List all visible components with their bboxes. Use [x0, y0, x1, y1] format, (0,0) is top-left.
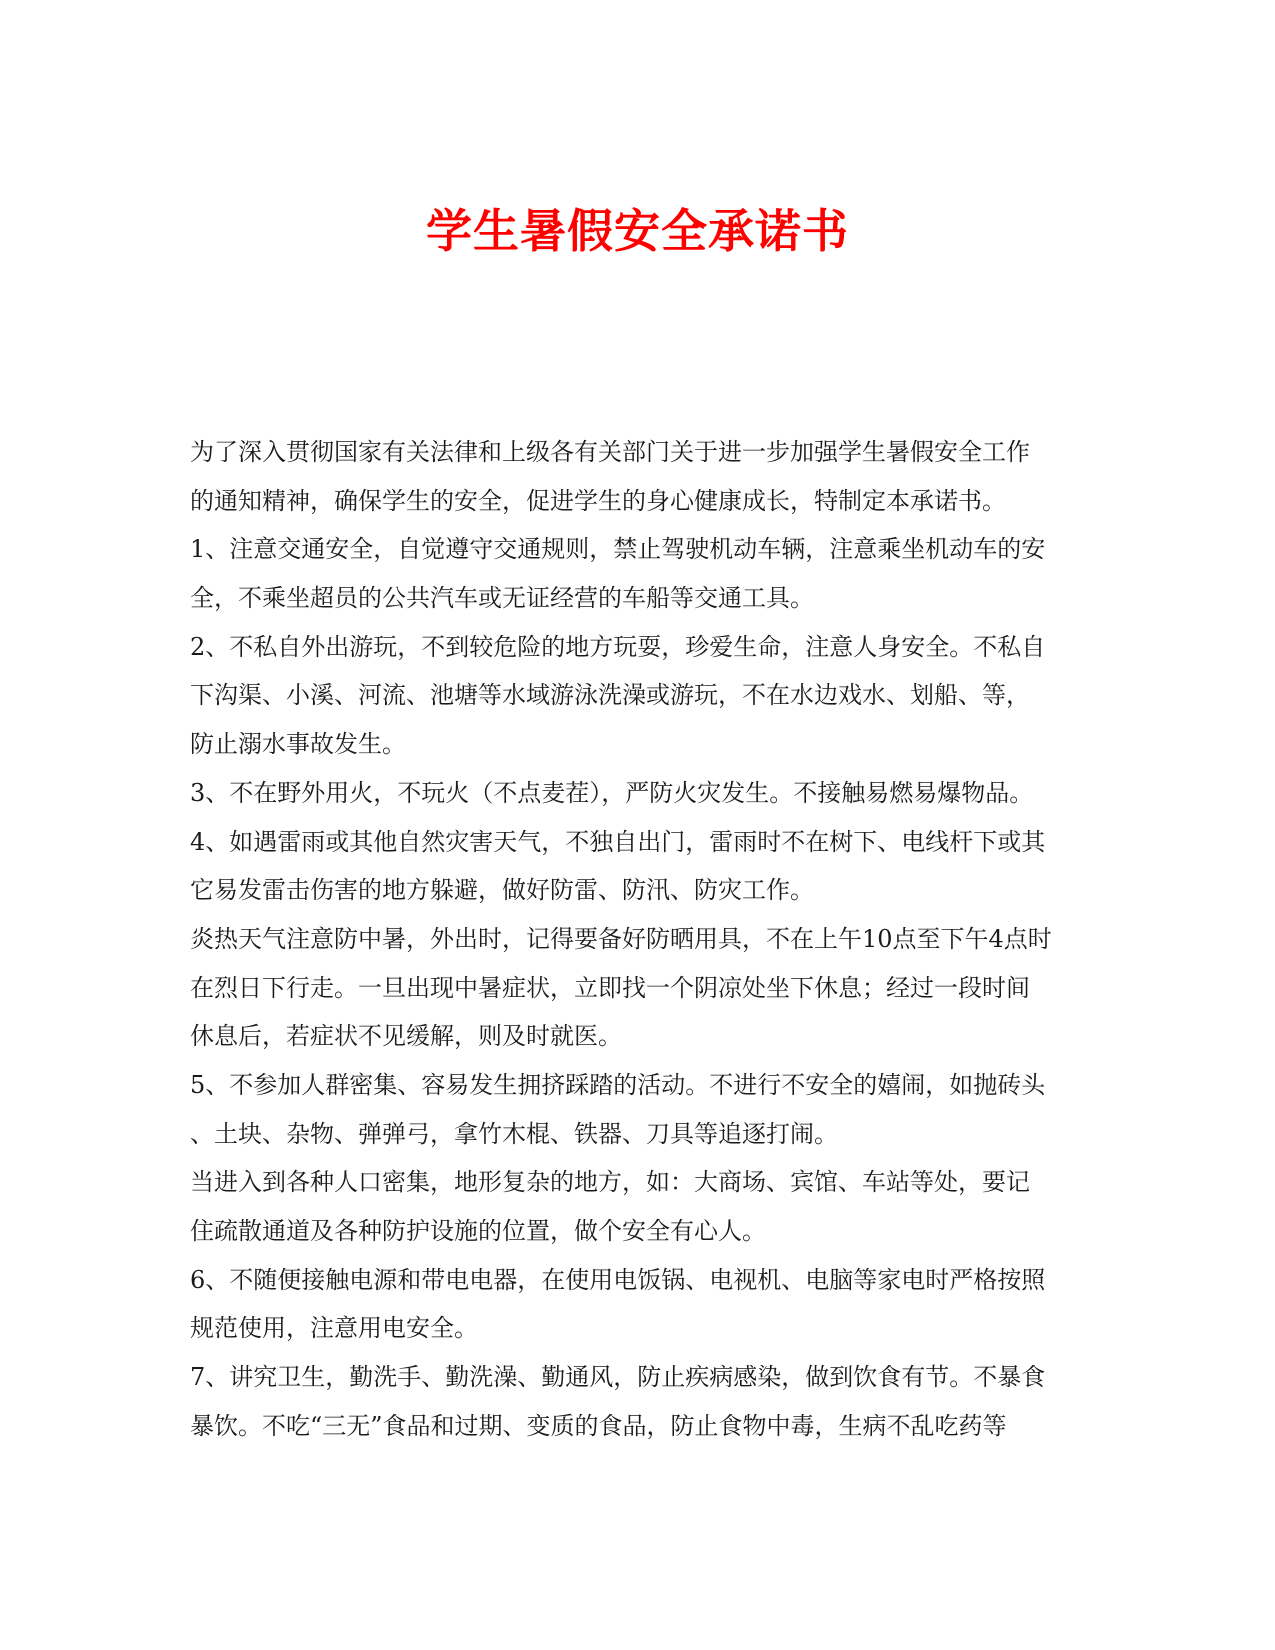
text-line: 它易发雷击伤害的地方躲避，做好防雷、防汛、防灾工作。: [190, 876, 814, 905]
paragraph: [190, 1256, 1090, 1353]
text-line: 3、不在野外用火，不玩火（不点麦茬），严防火灾发生。不接触易燃易爆物品。: [190, 778, 1034, 807]
text-line: 当进入到各种人口密集，地形复杂的地方，如：大商场、宾馆、车站等处，要记: [190, 1168, 1030, 1197]
text-line: 暴饮。不吃“三无”食品和过期、变质的食品，防止食物中毒，生病不乱吃药等: [190, 1411, 1007, 1440]
text-line: 4、如遇雷雨或其他自然灾害天气，不独自出门，雷雨时不在树下、电线杆下或其: [190, 827, 1046, 856]
document-title: 学生暑假安全承诺书: [426, 203, 849, 258]
text-line: 下沟渠、小溪、河流、池塘等水域游泳洗澡或游玩，不在水边戏水、划船、等，: [190, 681, 1030, 710]
text-line: 规范使用，注意用电安全。: [190, 1314, 478, 1343]
document-body: [190, 428, 1090, 1450]
paragraph: [190, 623, 1090, 769]
paragraph: [190, 1353, 1090, 1450]
paragraph: [190, 525, 1090, 622]
text-line: 休息后，若症状不见缓解，则及时就医。: [190, 1022, 622, 1051]
paragraph: [190, 915, 1090, 1061]
paragraph: [190, 428, 1090, 525]
text-line: 全，不乘坐超员的公共汽车或无证经营的车船等交通工具。: [190, 584, 814, 613]
text-line: 7、讲究卫生，勤洗手、勤洗澡、勤通风，防止疾病感染，做到饮食有节。不暴食: [190, 1363, 1046, 1392]
text-line: 、土块、杂物、弹弹弓，拿竹木棍、铁器、刀具等追逐打闹。: [190, 1119, 838, 1148]
paragraph: [190, 769, 1090, 818]
text-line: 1、注意交通安全，自觉遵守交通规则，禁止驾驶机动车辆，注意乘坐机动车的安: [190, 535, 1046, 564]
text-line: 的通知精神，确保学生的安全，促进学生的身心健康成长，特制定本承诺书。: [190, 486, 1006, 515]
text-line: 2、不私自外出游玩，不到较危险的地方玩耍，珍爱生命，注意人身安全。不私自: [190, 632, 1046, 661]
text-line: 住疏散通道及各种防护设施的位置，做个安全有心人。: [190, 1217, 766, 1245]
text-line: 防止溺水事故发生。: [190, 730, 406, 759]
text-line: 5、不参加人群密集、容易发生拥挤踩踏的活动。不进行不安全的嬉闹，如抛砖头: [190, 1070, 1046, 1099]
text-line: 为了深入贯彻国家有关法律和上级各有关部门关于进一步加强学生暑假安全工作: [190, 438, 1030, 466]
text-line: 在烈日下行走。一旦出现中暑症状，立即找一个阴凉处坐下休息；经过一段时间: [190, 973, 1030, 1002]
paragraph: [190, 1158, 1090, 1255]
text-line: 6、不随便接触电源和带电电器，在使用电饭锅、电视机、电脑等家电时严格按照: [190, 1265, 1046, 1294]
paragraph: [190, 1061, 1090, 1158]
paragraph: [190, 818, 1090, 915]
text-line: 炎热天气注意防中暑，外出时，记得要备好防晒用具，不在上午10点至下午4点时: [190, 924, 1052, 953]
